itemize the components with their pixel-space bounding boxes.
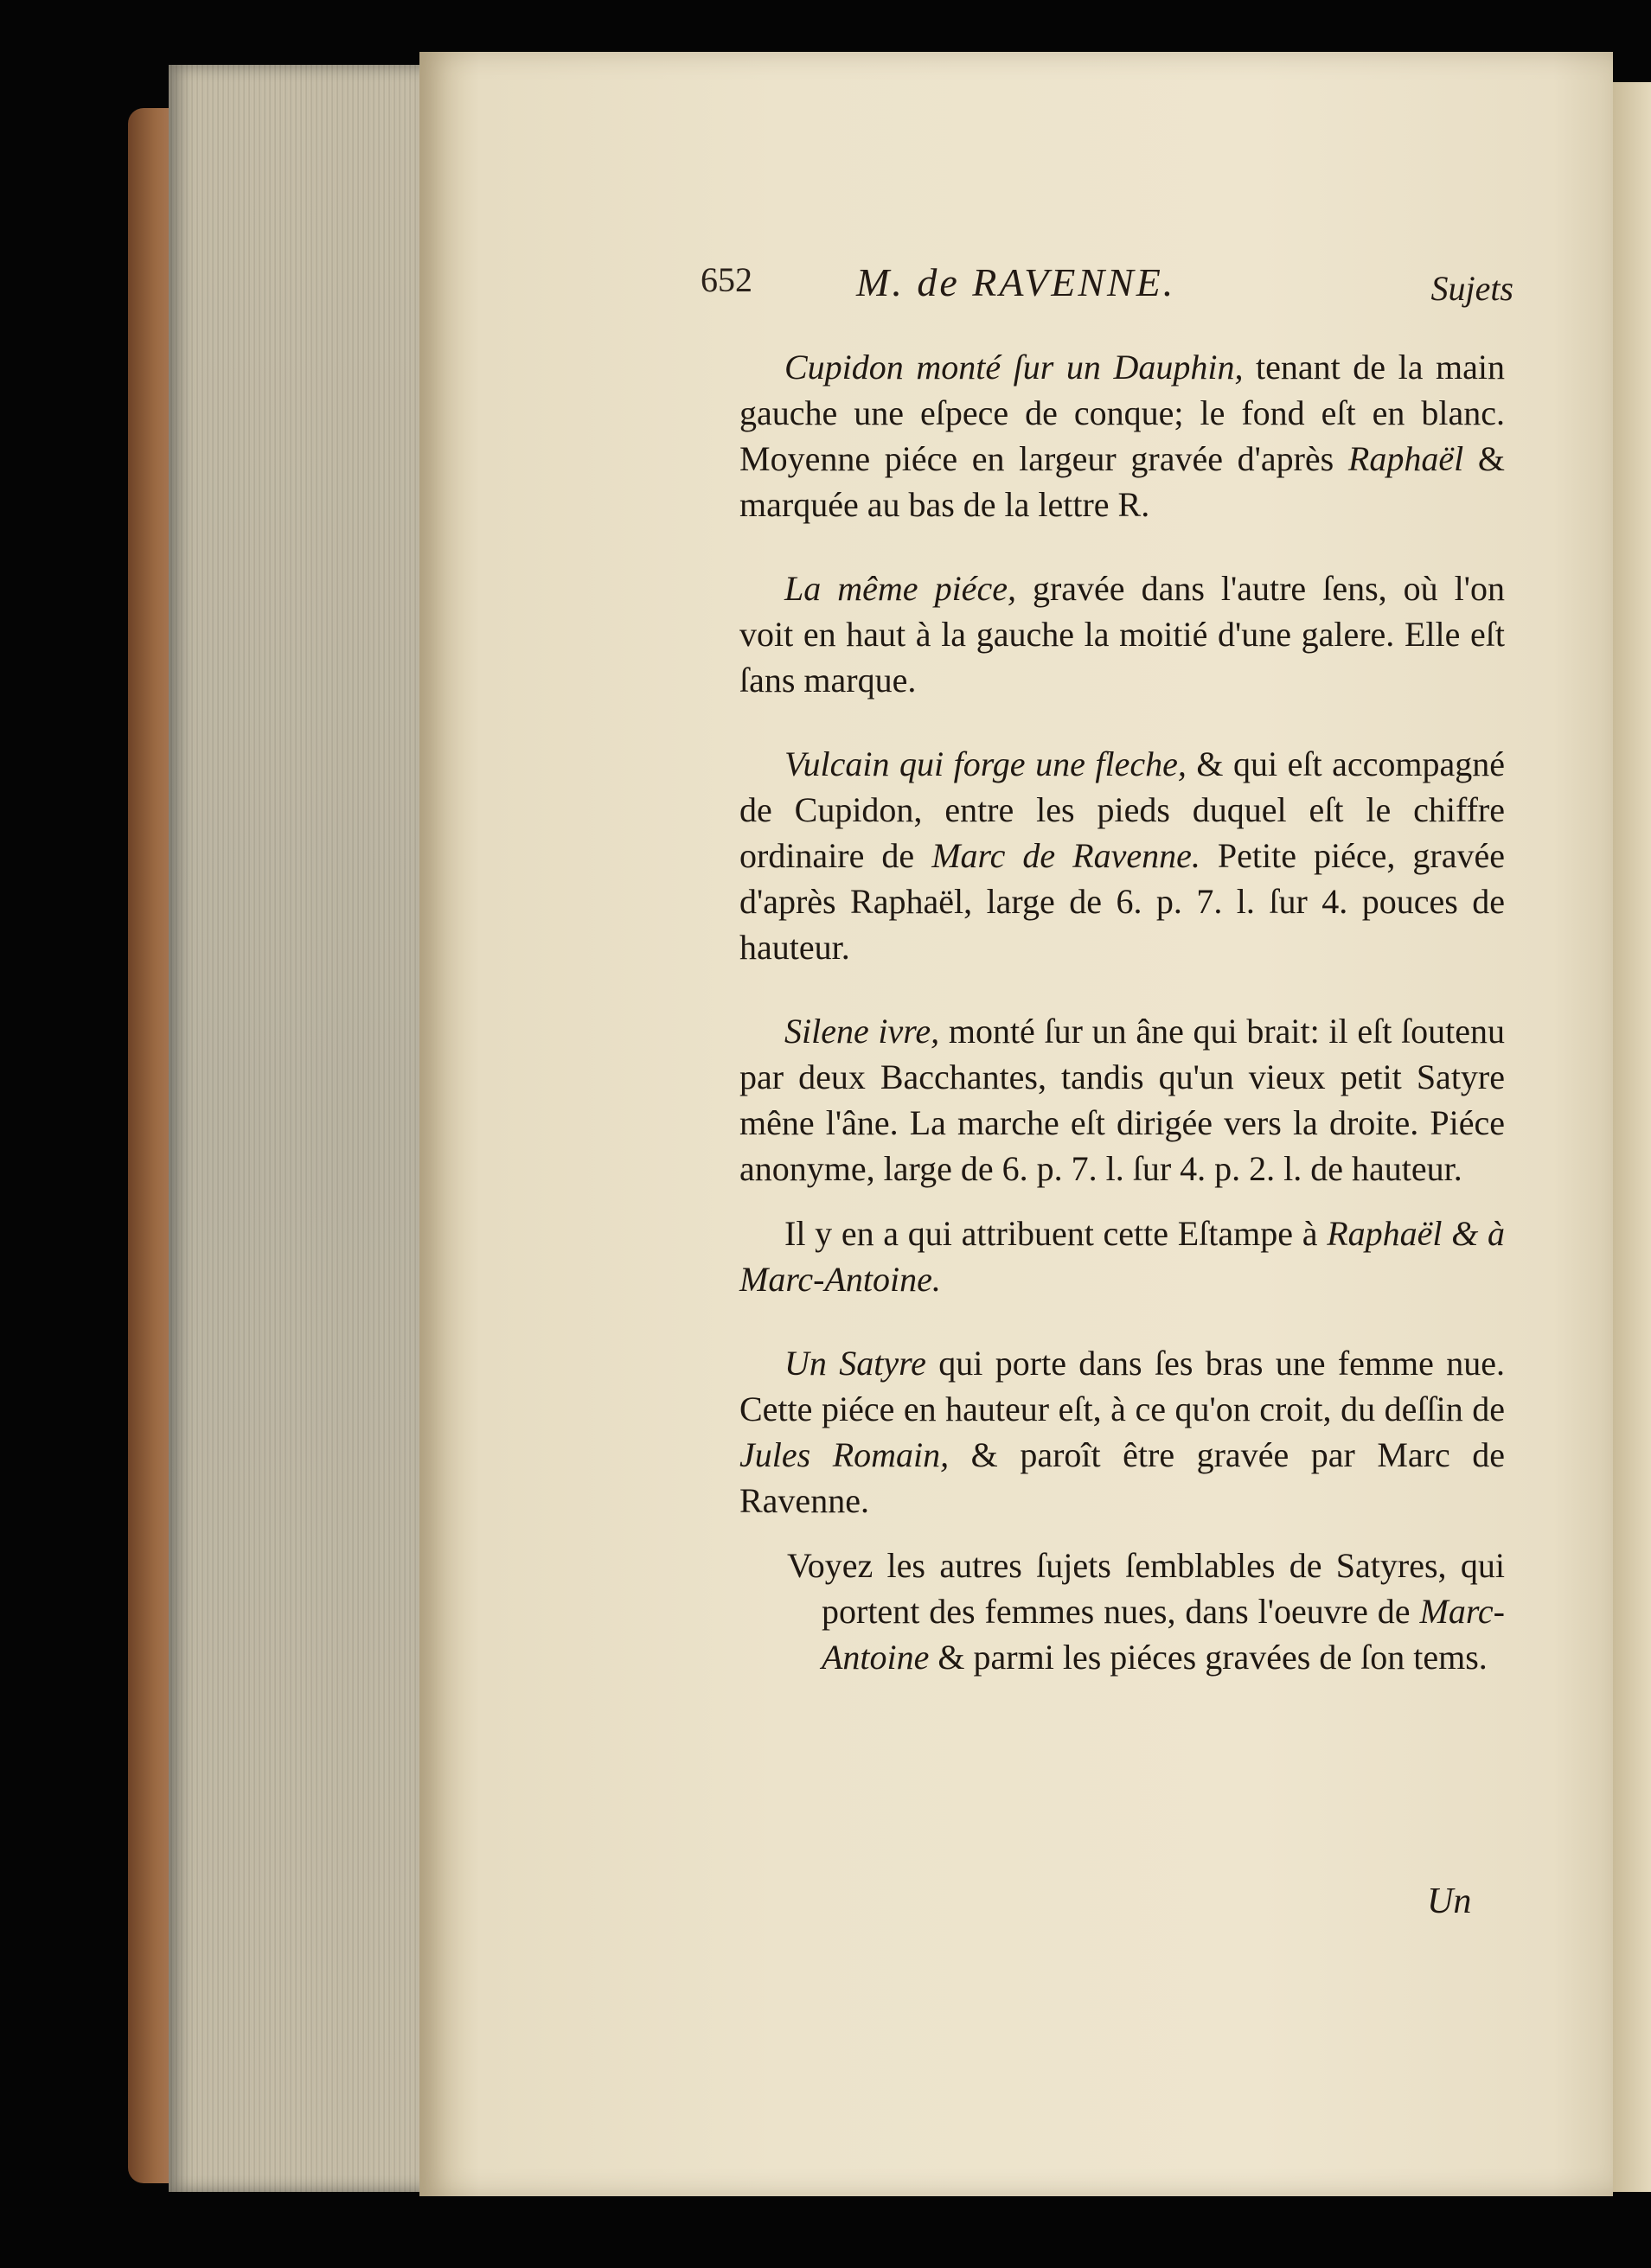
facing-page-edge (1613, 82, 1651, 2192)
paragraph-text: tenant de la main gauche une eſpece de conque; le fond eſt en blanc. Moyenne piéce en largeur gravée d'après (739, 348, 1505, 478)
paragraph-text: qui porte dans ſes bras une femme nue. Cette piéce en hauteur eſt, à ce qu'on croit, du deſſin de (739, 1344, 1506, 1428)
paragraph (739, 1211, 1505, 1302)
italic-phrase: Un Satyre (784, 1344, 926, 1383)
running-head: M. de RAVENNE. (856, 260, 1176, 304)
paragraph (739, 741, 1505, 970)
italic-phrase: Raphaël (1347, 439, 1464, 478)
page-block-shade (169, 65, 437, 2192)
paragraph (739, 344, 1505, 527)
paragraph (739, 1008, 1505, 1191)
paragraph-text: Il y en a qui attribuent cette Eſtampe à (784, 1214, 1328, 1253)
paragraph-text: Voyez les autres ſujets ſemblables de Satyres, qui portent des femmes nues, dans l'oeuvre de (787, 1546, 1505, 1631)
paragraph (739, 1543, 1505, 1680)
paragraph-text: & parmi les piéces gravées de ſon tems. (929, 1638, 1488, 1677)
page-number: 652 (701, 260, 752, 299)
italic-phrase: Jules Romain, (739, 1435, 950, 1474)
paragraph-text: monté ſur un âne qui brait: il eſt ſoutenu par deux Bacchantes, tandis qu'un vieux petit Satyre mêne l'âne. La marche eſt dirigée vers la droite. Piéce anonyme, large de 6. p. 7. l. ſur 4. p. 2. l. de hauteur. (739, 1012, 1506, 1188)
body-text (739, 344, 1505, 1718)
paragraph-text: & qui eſt accompagné de Cupidon, entre les pieds duquel eſt le chiffre ordinaire de (739, 744, 1505, 875)
paragraph (739, 565, 1505, 703)
italic-phrase: Marc de Ravenne. (931, 836, 1200, 875)
italic-phrase: Marc-Antoine (822, 1592, 1505, 1677)
italic-phrase: Silene ivre, (784, 1012, 940, 1051)
paragraph-text: Petite piéce, gravée d'après Raphaël, large de 6. p. 7. l. ſur 4. pouces de hauteur. (739, 836, 1505, 967)
page-header (701, 259, 1513, 311)
paragraph (739, 1340, 1505, 1524)
paragraph-text: gravée dans l'autre ſens, où l'on voit en haut à la gauche la moitié d'une galere. Elle eſt ſans marque. (739, 569, 1505, 700)
catchword: Un (1427, 1881, 1472, 1921)
paragraph-text: & paroît être gravée par Marc de Ravenne. (739, 1435, 1505, 1520)
italic-phrase: Cupidon monté ſur un Dauphin, (784, 348, 1244, 387)
paragraph-text: & marquée au bas de la lettre R. (739, 439, 1505, 524)
italic-phrase: La même piéce, (784, 569, 1016, 608)
italic-phrase: Vulcain qui forge une fleche, (784, 744, 1187, 783)
italic-phrase: Raphaël & à Marc-Antoine. (739, 1214, 1506, 1299)
section-head: Sujets (1430, 269, 1513, 308)
